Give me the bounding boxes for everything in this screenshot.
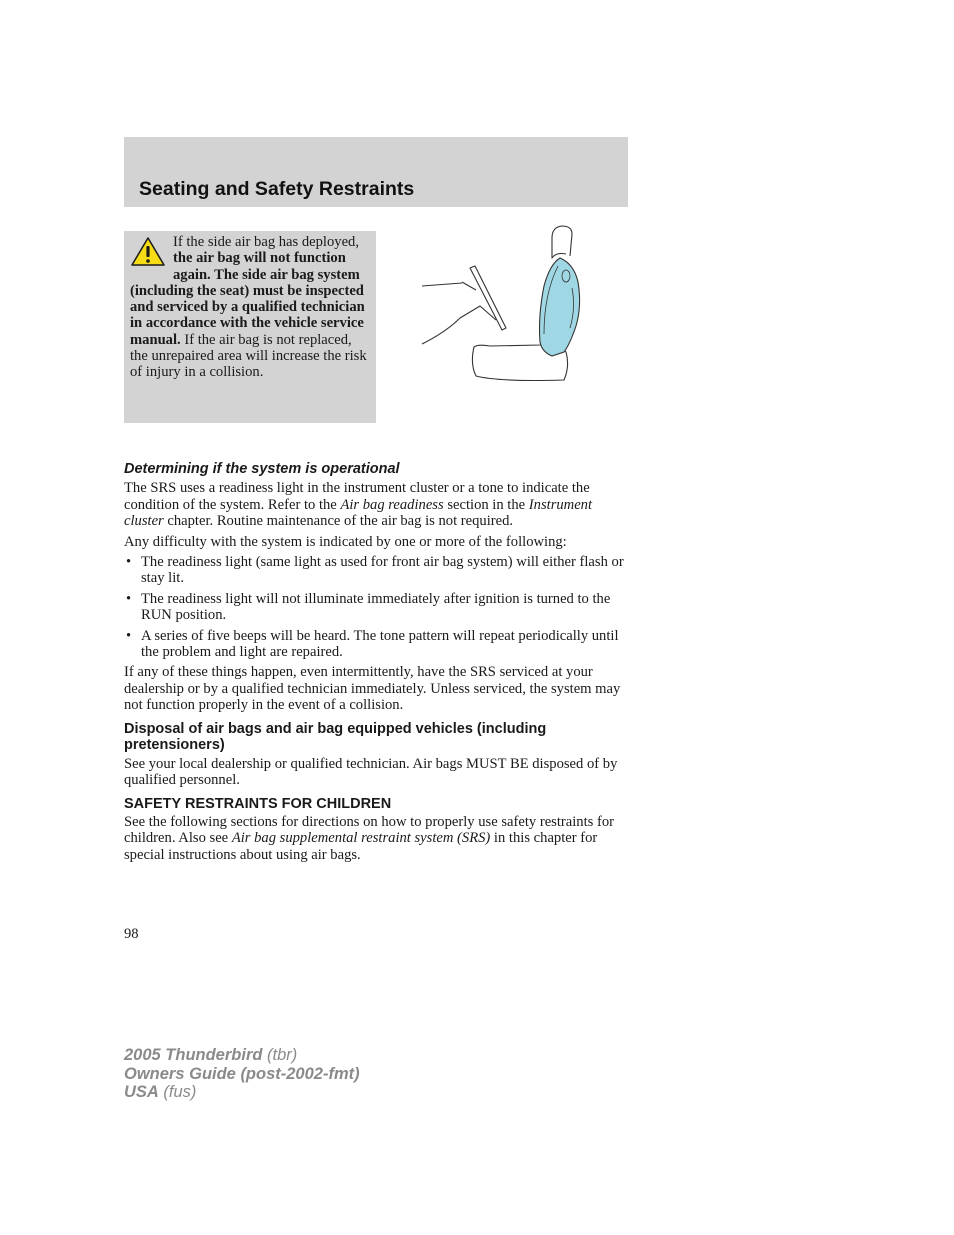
body-content (124, 461, 628, 867)
paragraph: The SRS uses a readiness light in the instrument cluster or a tone to indicate the condition of the system. Refer to the Air bag readiness section in the Instrument cluster chapter. Routine maintenance of the air bag is not required. (124, 480, 593, 530)
page-title: Seating and Safety Restraints (139, 178, 415, 200)
section-heading-operational: Determining if the system is operational (124, 461, 400, 477)
section-heading-children: SAFETY RESTRAINTS FOR CHILDREN (124, 795, 392, 812)
paragraph: If any of these things happen, even intermittently, have the SRS serviced at your dealership or by a qualified technician immediately. Unless serviced, the system may not function properly in the event of a collision. (124, 664, 621, 714)
list-item: • The readiness light will not illuminate immediately after ignition is turned to the RUN position. (126, 590, 611, 624)
list-item: • The readiness light (same light as used for front air bag system) will either flash or stay lit. (126, 554, 624, 587)
bullet-icon: • (126, 554, 132, 571)
header-band (124, 137, 628, 207)
warning-text: If the side air bag has deployed, the air bag will not function again. The side air bag system (including the seat) must be inspected and serviced by a qualified technician in accordance with the vehicle service manual. If the air bag is not replaced, the unrepaired area will increase the risk of injury in a collision. (130, 234, 367, 381)
bullet-icon: • (126, 627, 132, 644)
warning-box (124, 231, 376, 423)
bullet-icon: • (126, 590, 132, 607)
footer: 2005 Thunderbird (tbr) Owners Guide (post-2002-fmt) USA (fus) (124, 1046, 360, 1102)
list-item: • A series of five beeps will be heard. The tone pattern will repeat periodically until the problem and light are repaired. (126, 627, 619, 661)
paragraph: Any difficulty with the system is indicated by one or more of the following: (124, 533, 567, 550)
paragraph: See the following sections for directions on how to properly use safety restraints for children. Also see Air bag supplemental restraint system (SRS) in this chapter for special instructions about using air bags. (124, 814, 614, 863)
paragraph: See your local dealership or qualified technician. Air bags MUST BE disposed of by qualified personnel. (124, 755, 618, 789)
bullet-list (124, 554, 628, 660)
page-number: 98 (124, 926, 139, 942)
seat-side-airbag-icon (420, 224, 590, 384)
section-heading-disposal: Disposal of air bags and air bag equipped vehicles (including pretensioners) (124, 720, 547, 754)
warning-triangle-icon (130, 236, 166, 268)
